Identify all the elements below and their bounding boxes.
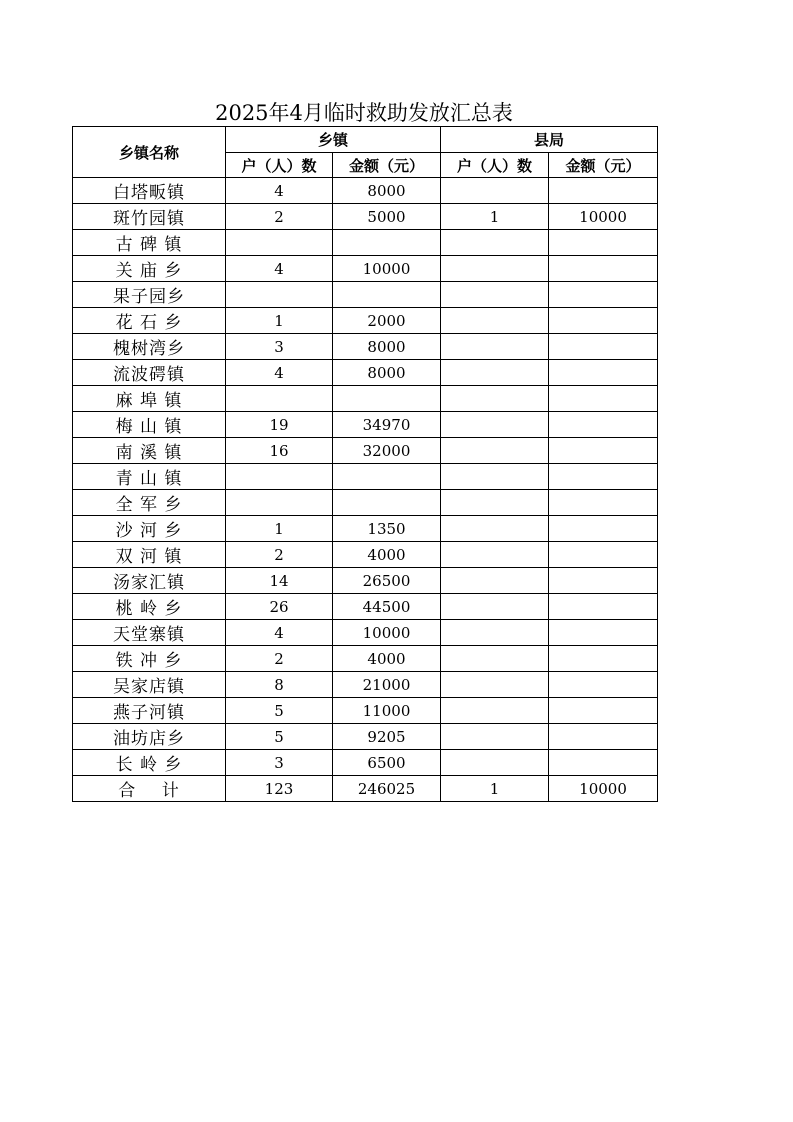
county-amount-cell <box>549 568 658 594</box>
township-households-cell <box>226 464 333 490</box>
township-amount-cell: 10000 <box>333 620 441 646</box>
county-households-cell <box>441 438 549 464</box>
township-amount-cell <box>333 490 441 516</box>
township-households-cell: 4 <box>226 620 333 646</box>
township-name-cell: 全 军 乡 <box>73 490 226 516</box>
total-row <box>73 776 658 802</box>
table-row <box>73 724 658 750</box>
county-amount-cell <box>549 230 658 256</box>
total-county-amount: 10000 <box>549 776 658 802</box>
table-row <box>73 386 658 412</box>
township-name-cell: 麻 埠 镇 <box>73 386 226 412</box>
township-households-cell: 4 <box>226 178 333 204</box>
total-label: 合 计 <box>73 776 226 802</box>
township-households-cell: 4 <box>226 256 333 282</box>
county-amount-cell <box>549 438 658 464</box>
township-name-cell: 青 山 镇 <box>73 464 226 490</box>
county-amount-cell <box>549 542 658 568</box>
township-name-cell: 斑竹园镇 <box>73 204 226 230</box>
header-township-amount: 金额（元） <box>333 153 441 178</box>
county-households-cell <box>441 282 549 308</box>
township-name-cell: 果子园乡 <box>73 282 226 308</box>
header-group-county: 县局 <box>441 127 658 153</box>
township-name-cell: 天堂寨镇 <box>73 620 226 646</box>
township-households-cell: 16 <box>226 438 333 464</box>
table-row <box>73 334 658 360</box>
county-households-cell <box>441 178 549 204</box>
township-name-cell: 花 石 乡 <box>73 308 226 334</box>
header-township-households: 户（人）数 <box>226 153 333 178</box>
table-row <box>73 672 658 698</box>
total-township-amount: 246025 <box>333 776 441 802</box>
table-row <box>73 204 658 230</box>
table-row <box>73 464 658 490</box>
table-row <box>73 568 658 594</box>
township-amount-cell: 2000 <box>333 308 441 334</box>
county-households-cell <box>441 698 549 724</box>
township-households-cell: 3 <box>226 334 333 360</box>
township-households-cell: 1 <box>226 308 333 334</box>
relief-summary-table <box>72 126 658 802</box>
township-households-cell: 2 <box>226 204 333 230</box>
county-amount-cell <box>549 178 658 204</box>
township-households-cell: 19 <box>226 412 333 438</box>
township-name-cell: 吴家店镇 <box>73 672 226 698</box>
township-name-cell: 沙 河 乡 <box>73 516 226 542</box>
township-amount-cell: 32000 <box>333 438 441 464</box>
county-amount-cell <box>549 282 658 308</box>
county-households-cell <box>441 230 549 256</box>
table-row <box>73 698 658 724</box>
township-households-cell: 1 <box>226 516 333 542</box>
township-households-cell <box>226 282 333 308</box>
table-row <box>73 750 658 776</box>
township-amount-cell <box>333 230 441 256</box>
township-households-cell: 2 <box>226 646 333 672</box>
township-households-cell: 8 <box>226 672 333 698</box>
table-row <box>73 438 658 464</box>
county-households-cell <box>441 490 549 516</box>
township-amount-cell: 10000 <box>333 256 441 282</box>
table-row <box>73 490 658 516</box>
township-households-cell: 5 <box>226 724 333 750</box>
table-row <box>73 308 658 334</box>
township-amount-cell: 5000 <box>333 204 441 230</box>
township-households-cell: 3 <box>226 750 333 776</box>
township-amount-cell <box>333 464 441 490</box>
township-households-cell <box>226 490 333 516</box>
county-households-cell <box>441 542 549 568</box>
township-amount-cell: 26500 <box>333 568 441 594</box>
township-amount-cell <box>333 282 441 308</box>
county-households-cell <box>441 412 549 438</box>
table-row <box>73 230 658 256</box>
township-name-cell: 油坊店乡 <box>73 724 226 750</box>
table-row <box>73 516 658 542</box>
township-amount-cell: 1350 <box>333 516 441 542</box>
county-amount-cell: 10000 <box>549 204 658 230</box>
township-households-cell: 4 <box>226 360 333 386</box>
township-name-cell: 关 庙 乡 <box>73 256 226 282</box>
county-amount-cell <box>549 464 658 490</box>
township-name-cell: 桃 岭 乡 <box>73 594 226 620</box>
township-name-cell: 白塔畈镇 <box>73 178 226 204</box>
total-township-households: 123 <box>226 776 333 802</box>
township-name-cell: 流波𥔲镇 <box>73 360 226 386</box>
county-amount-cell <box>549 620 658 646</box>
county-households-cell <box>441 360 549 386</box>
township-amount-cell: 21000 <box>333 672 441 698</box>
header-township-name: 乡镇名称 <box>73 127 226 178</box>
county-households-cell <box>441 620 549 646</box>
table-row <box>73 282 658 308</box>
township-amount-cell: 8000 <box>333 334 441 360</box>
township-households-cell: 5 <box>226 698 333 724</box>
county-households-cell <box>441 464 549 490</box>
county-households-cell <box>441 672 549 698</box>
township-amount-cell: 44500 <box>333 594 441 620</box>
township-name-cell: 古 碑 镇 <box>73 230 226 256</box>
county-households-cell <box>441 568 549 594</box>
county-households-cell <box>441 386 549 412</box>
county-amount-cell <box>549 594 658 620</box>
township-households-cell <box>226 386 333 412</box>
county-amount-cell <box>549 256 658 282</box>
table-row <box>73 360 658 386</box>
township-name-cell: 燕子河镇 <box>73 698 226 724</box>
page-title: 2025年4月临时救助发放汇总表 <box>215 101 513 125</box>
township-name-cell: 南 溪 镇 <box>73 438 226 464</box>
township-households-cell: 2 <box>226 542 333 568</box>
county-households-cell <box>441 256 549 282</box>
county-amount-cell <box>549 672 658 698</box>
county-amount-cell <box>549 646 658 672</box>
county-amount-cell <box>549 412 658 438</box>
township-amount-cell <box>333 386 441 412</box>
table-row <box>73 178 658 204</box>
township-households-cell: 26 <box>226 594 333 620</box>
county-amount-cell <box>549 490 658 516</box>
township-name-cell: 铁 冲 乡 <box>73 646 226 672</box>
township-amount-cell: 11000 <box>333 698 441 724</box>
county-amount-cell <box>549 360 658 386</box>
township-amount-cell: 34970 <box>333 412 441 438</box>
township-name-cell: 双 河 镇 <box>73 542 226 568</box>
township-name-cell: 汤家汇镇 <box>73 568 226 594</box>
header-county-amount: 金额（元） <box>549 153 658 178</box>
county-households-cell <box>441 750 549 776</box>
county-households-cell: 1 <box>441 204 549 230</box>
township-name-cell: 梅 山 镇 <box>73 412 226 438</box>
county-households-cell <box>441 334 549 360</box>
header-group-township: 乡镇 <box>226 127 441 153</box>
county-amount-cell <box>549 750 658 776</box>
county-amount-cell <box>549 334 658 360</box>
township-households-cell <box>226 230 333 256</box>
table-body <box>73 178 658 776</box>
table-row <box>73 256 658 282</box>
township-amount-cell: 6500 <box>333 750 441 776</box>
table-row <box>73 620 658 646</box>
county-amount-cell <box>549 516 658 542</box>
county-households-cell <box>441 724 549 750</box>
table-row <box>73 412 658 438</box>
total-county-households: 1 <box>441 776 549 802</box>
township-amount-cell: 9205 <box>333 724 441 750</box>
township-amount-cell: 8000 <box>333 178 441 204</box>
township-amount-cell: 4000 <box>333 542 441 568</box>
township-amount-cell: 4000 <box>333 646 441 672</box>
header-county-households: 户（人）数 <box>441 153 549 178</box>
table-row <box>73 594 658 620</box>
county-households-cell <box>441 308 549 334</box>
county-amount-cell <box>549 308 658 334</box>
county-households-cell <box>441 516 549 542</box>
county-amount-cell <box>549 386 658 412</box>
county-amount-cell <box>549 698 658 724</box>
township-name-cell: 长 岭 乡 <box>73 750 226 776</box>
table-row <box>73 542 658 568</box>
county-households-cell <box>441 646 549 672</box>
county-amount-cell <box>549 724 658 750</box>
township-amount-cell: 8000 <box>333 360 441 386</box>
table-row <box>73 646 658 672</box>
county-households-cell <box>441 594 549 620</box>
township-name-cell: 槐树湾乡 <box>73 334 226 360</box>
township-households-cell: 14 <box>226 568 333 594</box>
